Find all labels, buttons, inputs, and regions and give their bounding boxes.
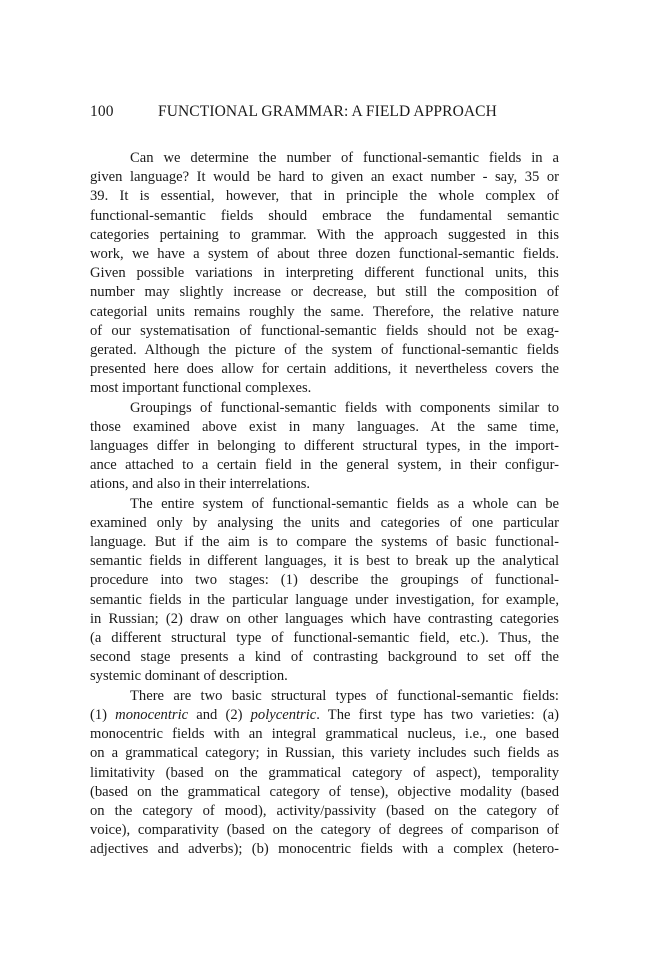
text-line-with-italics	[90, 706, 559, 725]
page-number: 100	[90, 103, 114, 120]
text-line: those examined above exist in many languages. At the same time,	[90, 418, 559, 435]
text-line: procedure into two stages: (1) describe the groupings of functional-	[90, 572, 559, 589]
text-line: ations, and also in their interrelations.	[90, 476, 311, 493]
text-line: categories pertaining to grammar. With the approach suggested in this	[90, 226, 559, 243]
text-line: Given possible variations in interpreting different functional units, this	[90, 265, 559, 282]
text-line: semantic fields in the particular language under investigation, for example,	[90, 591, 559, 608]
text-line: number may slightly increase or decrease, but still the composition of	[90, 284, 559, 301]
text-fragment: . The first type has two varieties: (a)	[316, 706, 559, 723]
text-line: Groupings of functional-semantic fields with components similar to	[130, 399, 559, 416]
text-line: (based on the grammatical category of tense), objective modality (based	[90, 783, 559, 800]
paragraph-2	[90, 399, 559, 495]
text-line: limitativity (based on the grammatical category of aspect), temporality	[90, 764, 559, 781]
text-line: most important functional complexes.	[90, 380, 312, 397]
text-line: work, we have a system of about three dozen functional-semantic fields.	[90, 246, 559, 263]
text-line: categorial units remains roughly the same. Therefore, the relative nature	[90, 303, 559, 320]
text-line: 39. It is essential, however, that in principle the whole complex of	[90, 188, 559, 205]
text-line: language. But if the aim is to compare the systems of basic functional-	[90, 534, 559, 551]
text-line: There are two basic structural types of functional-semantic fields:	[130, 687, 559, 704]
text-line: ance attached to a certain field in the general system, in their configur-	[90, 457, 559, 474]
text-fragment: (1)	[90, 706, 116, 723]
paragraph-3	[90, 495, 559, 687]
text-line: examined only by analysing the units and categories of one particular	[90, 514, 559, 531]
text-line: of our systematisation of functional-semantic fields should not be exag-	[90, 322, 559, 339]
paragraph-1	[90, 149, 559, 399]
text-fragment: and (2)	[188, 706, 251, 723]
text-line: presented here does allow for certain additions, it nevertheless covers the	[90, 361, 559, 378]
body-text	[90, 149, 559, 860]
text-line: on a grammatical category; in Russian, this variety includes such fields as	[90, 745, 559, 762]
text-line: in Russian; (2) draw on other languages which have contrasting categories	[90, 610, 559, 627]
text-line: functional-semantic fields should embrace the fundamental semantic	[90, 207, 559, 224]
running-head	[90, 101, 570, 123]
text-line: semantic fields in different languages, it is best to break up the analytical	[90, 553, 559, 570]
text-line: given language? It would be hard to given an exact number - say, 35 or	[90, 169, 559, 186]
italic-term-polycentric: polycentric	[250, 706, 317, 723]
running-title: FUNCTIONAL GRAMMAR: A FIELD APPROACH	[158, 103, 497, 120]
paragraph-4	[90, 687, 559, 860]
text-line: second stage presents a kind of contrasting background to set off the	[90, 649, 559, 666]
text-line: adjectives and adverbs); (b) monocentric fields with a complex (hetero-	[90, 841, 559, 858]
text-line: on the category of mood), activity/passivity (based on the category of	[90, 802, 559, 819]
italic-term-monocentric: monocentric	[115, 706, 189, 723]
text-line: systemic dominant of description.	[90, 668, 288, 685]
text-line: languages differ in belonging to different structural types, in the import-	[90, 438, 559, 455]
text-line: gerated. Although the picture of the system of functional-semantic fields	[90, 342, 559, 359]
text-line: voice), comparativity (based on the category of degrees of comparison of	[90, 822, 559, 839]
text-line: (a different structural type of functional-semantic field, etc.). Thus, the	[90, 630, 559, 647]
text-line: The entire system of functional-semantic fields as a whole can be	[130, 495, 559, 512]
text-line: monocentric fields with an integral grammatical nucleus, i.e., one based	[90, 726, 559, 743]
text-line: Can we determine the number of functional-semantic fields in a	[130, 150, 559, 166]
